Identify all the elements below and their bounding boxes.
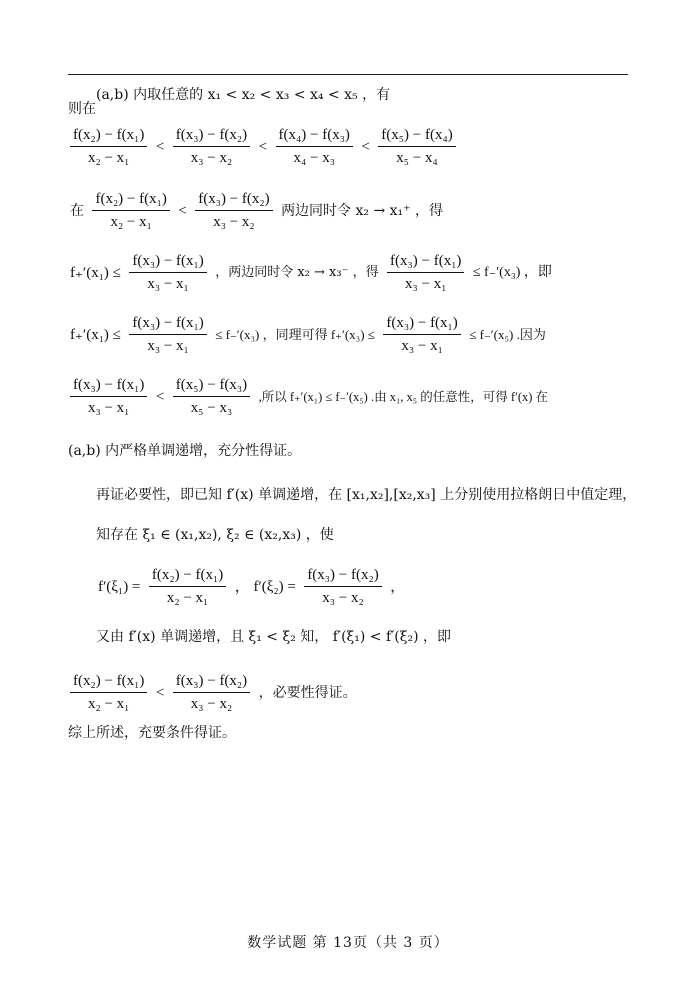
quotient: $\frac{\text{f(x₃) − f(x₁)}}{\text{x₃ − x₁}}$ [129,314,206,355]
lt-sign: < [258,138,268,155]
text: ，两边同时令 x₂ → x₃⁻ ，得 [215,264,379,280]
summary-line: 综上所述，充要条件得证。 [68,725,236,741]
sufficiency-line: (a,b) 内严格单调递增，充分性得证。 [68,443,302,459]
math: f₊′(x₁) ≤ [70,264,121,281]
text: ≤ f₋′(x₅) .因为 [469,326,546,342]
existence-line: 知存在 ξ₁ ∈ (x₁,x₂), ξ₂ ∈ (x₂,x₃) ，使 [96,527,334,543]
necessity-line: 再证必要性，即已知 f′(x) 单调递增，在 [x₁,x₂],[x₂,x₃] 上分别使用拉格朗日中值定理， [96,487,637,503]
quotient: $\frac{\text{f(x₃) − f(x₁)}}{\text{x₃ − x₁}}$ [383,314,460,355]
page-footer: 数学试题 第 13页（共 3 页） [247,935,449,951]
lt-sign: < [178,202,187,219]
text: ，必要性得证。 [258,684,357,701]
lt-sign: < [155,138,165,155]
quotient-chain [68,126,458,167]
text: ≤ f₋′(x₃) ，同理可得 f₊′(x₃) ≤ [215,326,375,342]
top-rule [68,74,628,75]
quotient: $\frac{\text{f(x₂) − f(x₁)}}{\text{x₂ − x₁}}$ [149,566,226,607]
quotient: $\frac{\text{f(x₃) − f(x₂)}}{\text{x₃ − x₂}}$ [195,190,272,231]
text: 两边同时令 x₂ → x₁⁺ ，得 [281,202,443,219]
intro-line: (a,b) 内取任意的 x₁ < x₂ < x₃ < x₄ < x₅ ，有 [96,87,391,103]
lt-sign: < [155,684,165,701]
math: f′(ξ₁) = [98,578,141,595]
intro-prefix: 则在 [68,101,96,117]
monotone-line: 又由 f′(x) 单调递增，且 ξ₁ < ξ₂ 知， f′(ξ₁) < f′(ξ₂) ，即 [96,629,452,645]
text: ,所以 f₊′(x₁) ≤ f₋′(x₅) .由 x₁, x₅ 的任意性，可得 f′(x) 在 [258,389,549,404]
necessity-conclusion-line [68,672,359,713]
lt-sign: < [361,138,370,155]
quotient-3: $\frac{\text{f(x₄) − f(x₃)}}{\text{x₄ − x₃}}$ [276,126,353,167]
quotient: $\frac{\text{f(x₂) − f(x₁)}}{\text{x₂ − x₁}}$ [92,190,169,231]
quotient: $\frac{\text{f(x₂) − f(x₁)}}{\text{x₂ − x₁}}$ [70,672,147,713]
text: 在 [70,202,84,219]
quotient: $\frac{\text{f(x₃) − f(x₁)}}{\text{x₃ − x₁}}$ [387,252,464,293]
inequality-line [68,314,548,355]
text: ≤ f₋′(x₃) ，即 [472,264,552,280]
quotient: $\frac{\text{f(x₃) − f(x₁)}}{\text{x₃ − x₁}}$ [70,376,147,417]
lt-sign: < [155,388,165,405]
text: ， [390,578,406,595]
limit-left-line [68,252,554,293]
quotient: $\frac{\text{f(x₅) − f(x₃)}}{\text{x₅ − x₃}}$ [173,376,250,417]
mvt-line [96,566,407,607]
math: f₊′(x₁) ≤ [70,326,121,343]
quotient-2: $\frac{\text{f(x₃) − f(x₂)}}{\text{x₃ − x₂}}$ [173,126,250,167]
quotient-1: $\frac{\text{f(x₂) − f(x₁)}}{\text{x₂ − x₁}}$ [70,126,147,167]
quotient: $\frac{\text{f(x₃) − f(x₂)}}{\text{x₃ − x₂}}$ [304,566,381,607]
conclusion-line [68,376,550,417]
quotient: $\frac{\text{f(x₃) − f(x₂)}}{\text{x₃ − x₂}}$ [173,672,250,713]
math: ， f′(ξ₂) = [234,578,296,595]
quotient: $\frac{\text{f(x₃) − f(x₁)}}{\text{x₃ − x₁}}$ [129,252,206,293]
quotient-4: $\frac{\text{f(x₅) − f(x₄)}}{\text{x₅ − x₄}}$ [378,126,455,167]
limit-right-line [68,190,445,231]
